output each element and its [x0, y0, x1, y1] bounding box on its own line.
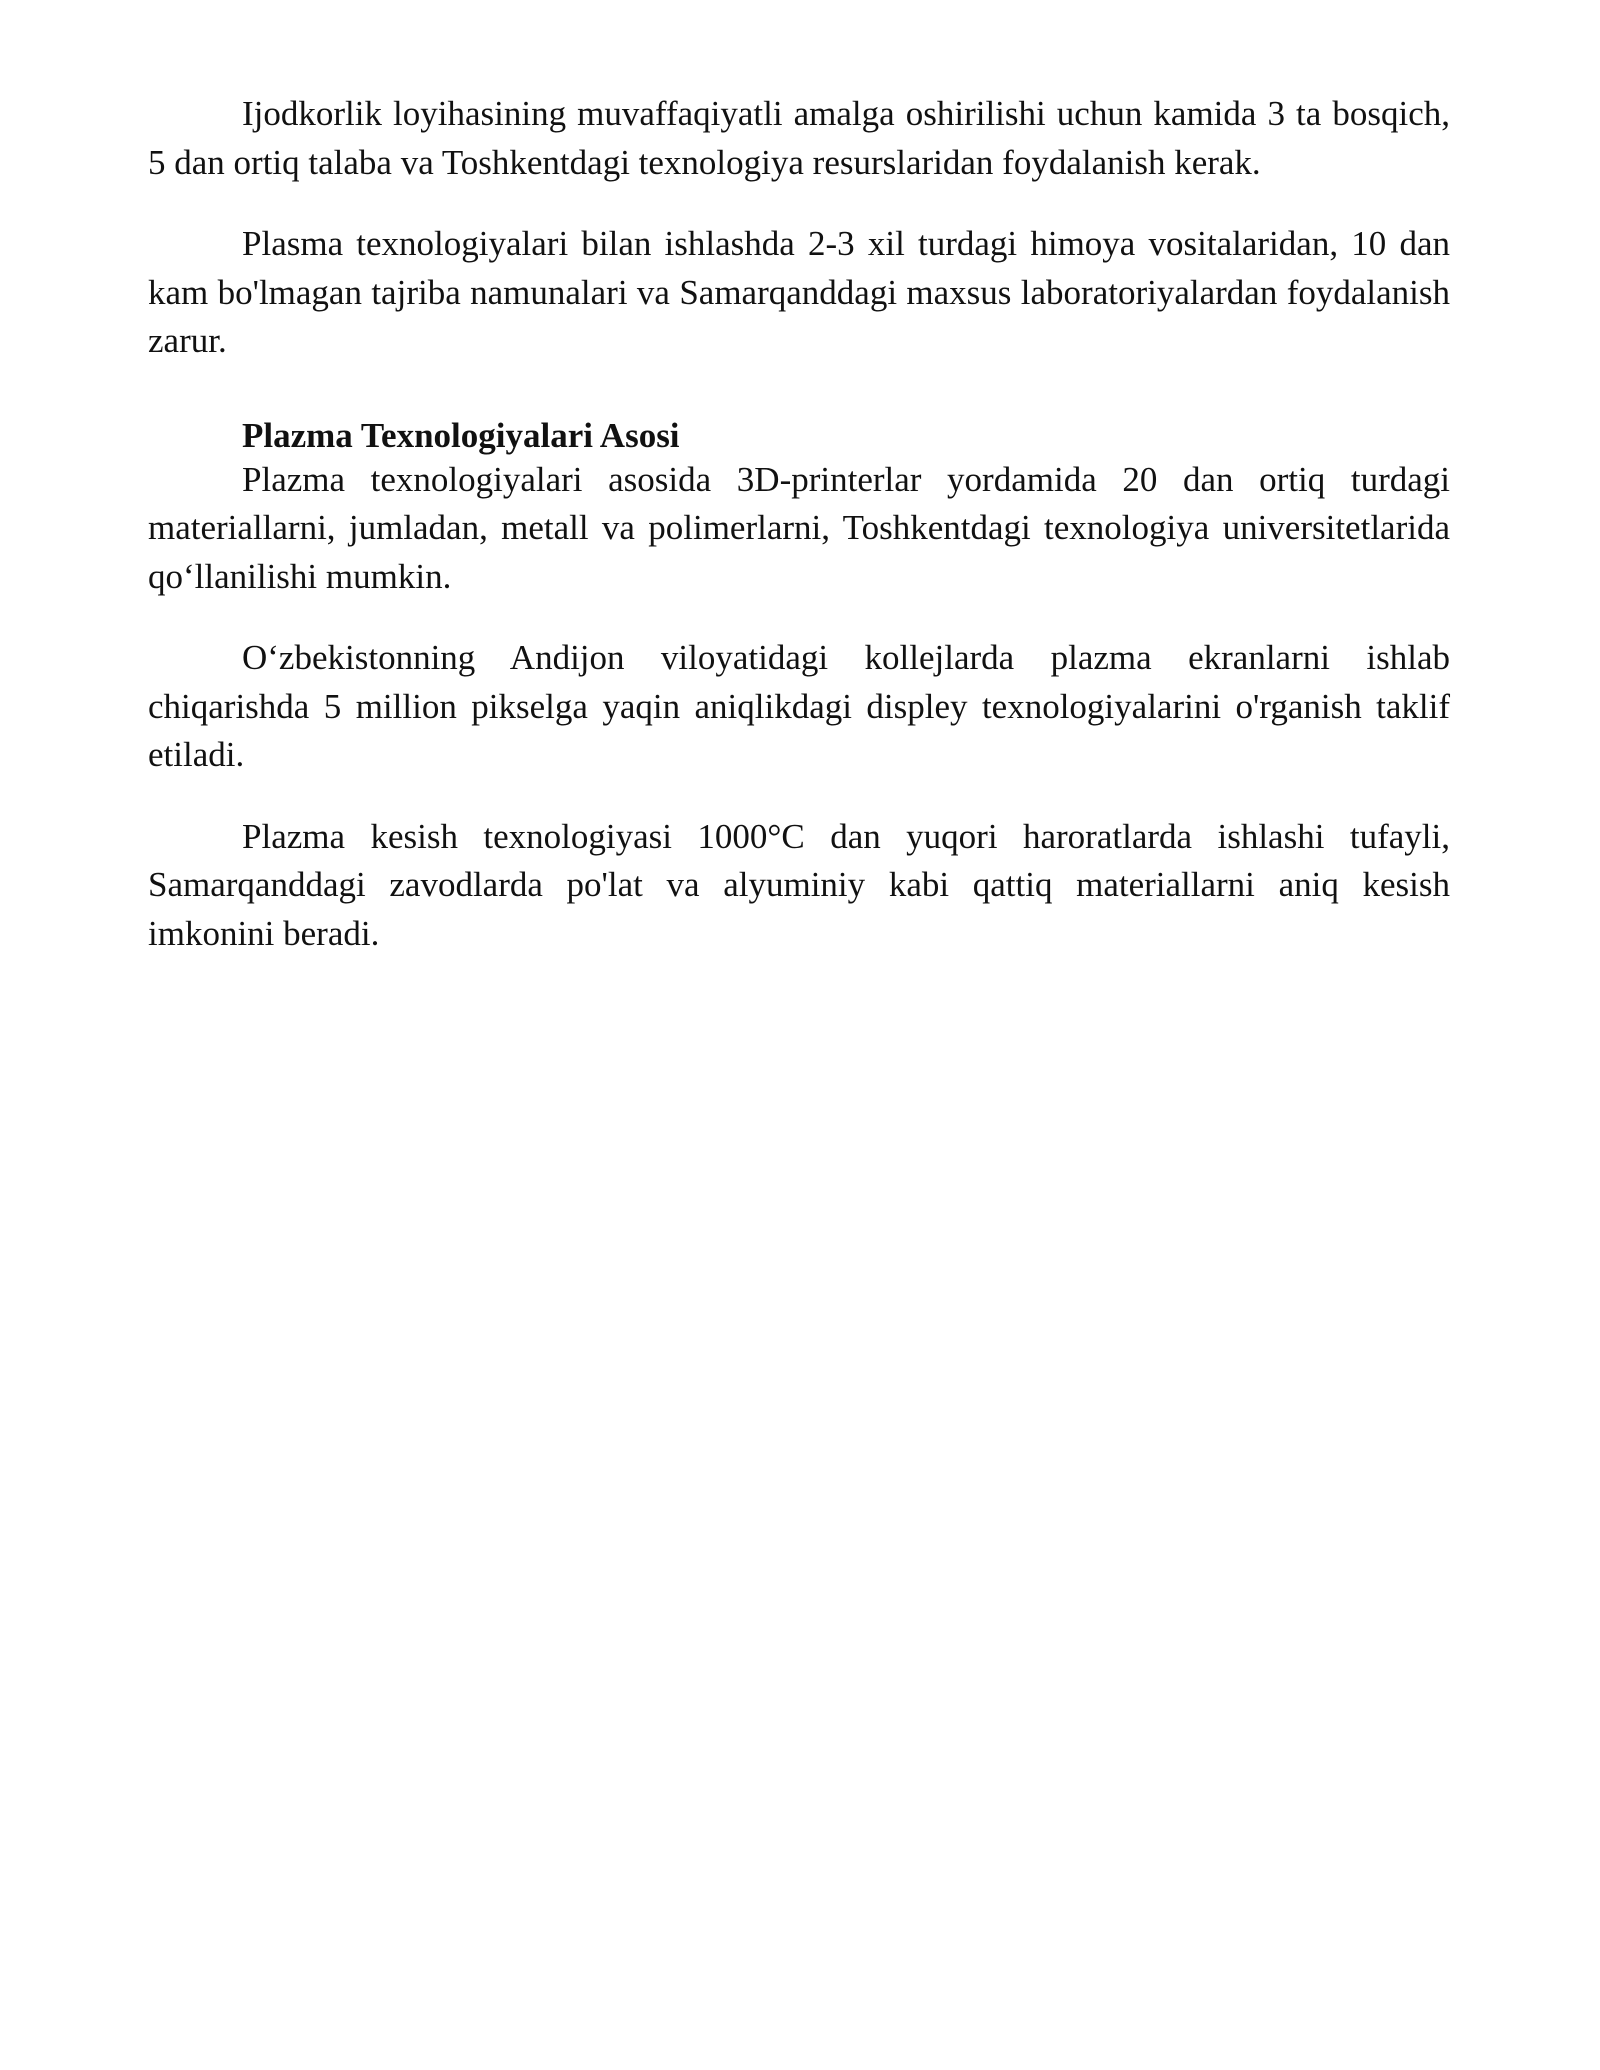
document-body	[148, 90, 1450, 991]
paragraph-3d-printers: Plazma texnologiyalari asosida 3D-printerlar yordamida 20 dan ortiq turdagi materiallarni, jumladan, metall va polimerlarni, Toshkentdagi texnologiya universitetlarida qo‘llanilishi mumkin.	[148, 459, 1450, 596]
paragraph-plasma-protection: Plasma texnologiyalari bilan ishlashda 2-3 xil turdagi himoya vositalaridan, 10 dan kam bo'lmagan tajriba namunalari va Samarqanddagi maxsus laboratoriyalardan foydalanish zarur.	[148, 224, 1450, 360]
paragraph-plasma-screens: O‘zbekistonning Andijon viloyatidagi kollejlarda plazma ekranlarni ishlab chiqarishda 5 million pikselga yaqin aniqlikdagi displey texnologiyalarini o'rganish taklif etiladi.	[148, 638, 1450, 774]
section-heading: Plazma Texnologiyalari Asosi	[242, 415, 680, 455]
paragraph-project-stages: Ijodkorlik loyihasining muvaffaqiyatli amalga oshirilishi uchun kamida 3 ta bosqich, 5 dan ortiq talaba va Toshkentdagi texnologiya resurslaridan foydalanish kerak.	[148, 94, 1450, 182]
paragraph-plasma-cutting: Plazma kesish texnologiyasi 1000°C dan yuqori haroratlarda ishlashi tufayli, Samarqanddagi zavodlarda po'lat va alyuminiy kabi qattiq materiallarni aniq kesish imkonini beradi.	[148, 816, 1450, 953]
